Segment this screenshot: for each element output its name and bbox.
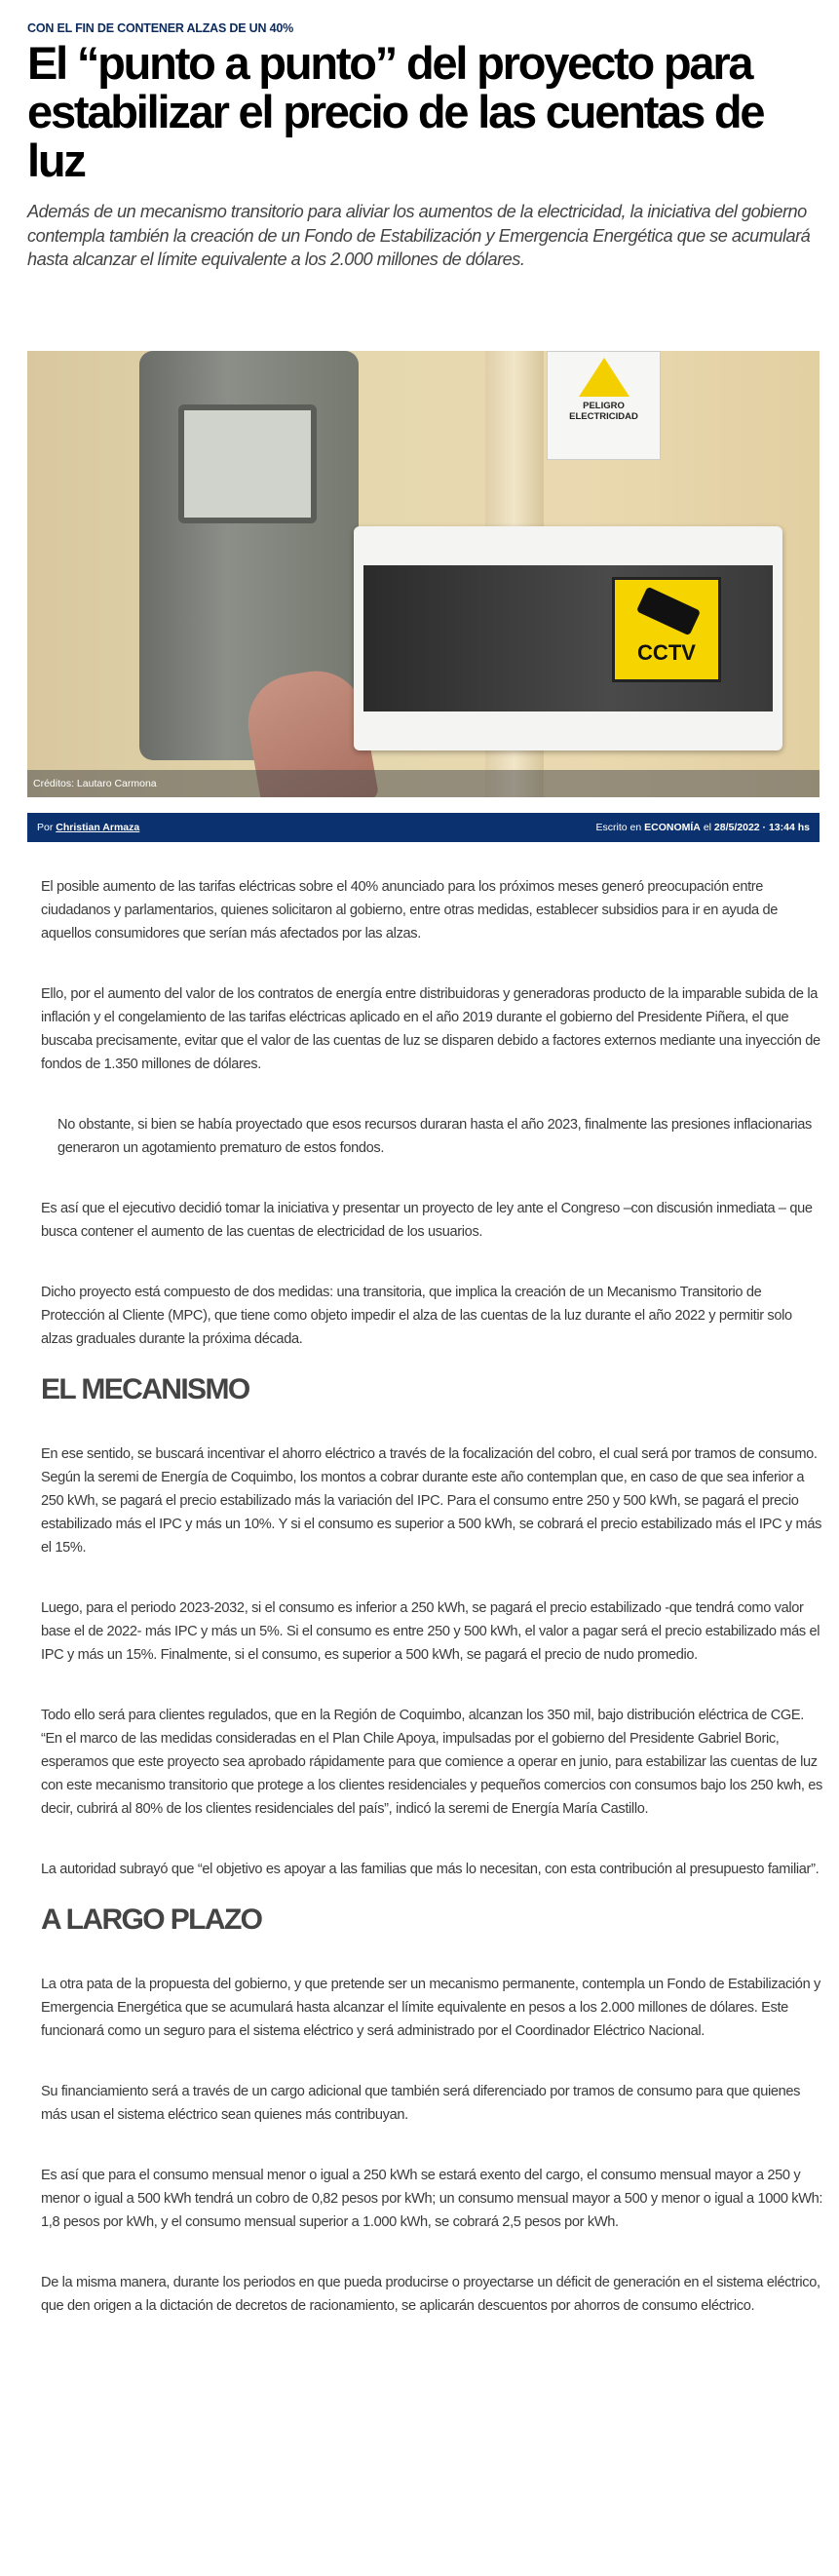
written-in-label: Escrito en — [595, 822, 642, 833]
paragraph: No obstante, si bien se había proyectado que esos recursos duraran hasta el año 2023, finalmente las presiones inflacionarias generaron un agotamiento prematuro de estos fondos. — [57, 1117, 813, 1156]
photo-caption: Créditos: Lautaro Carmona — [27, 770, 820, 797]
byline-bar — [27, 813, 820, 842]
paragraph: “En el marco de las medidas consideradas en el Plan Chile Apoya, impulsadas por el gobierno del Presidente Gabriel Boric, esperamos que este proyecto sea aprobado rápidamente para que comience a operar en junio, para estabilizar las cuentas de luz con este mecanismo transitorio que protege a los clientes residenciales y pequeños comercios con consumos bajo los 250 kwh, es decir, cubrirá al 80% de los clientes residenciales del país”, indicó la seremi de Energía María Castillo. — [41, 1731, 822, 1817]
meter-window — [178, 404, 317, 523]
paragraph: Luego, para el periodo 2023-2032, si el consumo es inferior a 250 kWh, se pagará el precio estabilizado -que tendrá como valor base el de 2022- más IPC y más un 5%. Si el consumo es entre 250 y 500 kWh, el valor a pagar será el precio estabilizado más el IPC y más un 15%. Finalmente, si el consumo, es superior a 500 kWh, se pagará el precio de nudo promedio. — [41, 1600, 820, 1663]
paragraph: De la misma manera, durante los periodos en que pueda producirse o proyectarse un déficit de generación en el sistema eléctrico, que den origen a la dictación de decretos de racionamiento, se aplicarán descuentos por ahorros de consumo eléctrico. — [41, 2275, 820, 2314]
publish-date: 28/5/2022 · 13:44 hs — [713, 822, 810, 833]
paragraph: En ese sentido, se buscará incentivar el ahorro eléctrico a través de la focalización del cobro, el cual será por tramos de consumo. — [41, 1446, 818, 1462]
cctv-sign-text: CCTV — [637, 640, 696, 665]
byline-author — [37, 813, 139, 842]
warning-sign-text: PELIGRO ELECTRICIDAD — [569, 401, 638, 422]
article-body — [41, 875, 825, 2355]
article-title: El “punto a punto” del proyecto para estabilizar el precio de las cuentas de luz — [27, 37, 764, 186]
paragraph: Según la seremi de Energía de Coquimbo, los montos a cobrar durante este año contemplan que, en caso de que sea inferior a 250 kWh, se pagará el precio estabilizado más la variación del IPC. Para el consumo entre 250 y 500 kWh, se pagará el precio estabilizado más el IPC y más un 10%. Y si el consumo es superior a 500 kWh, se cobrará el precio estabilizado más el IPC y más el 15%. — [41, 1470, 822, 1556]
byline-meta — [596, 813, 810, 842]
warning-triangle-icon — [579, 358, 629, 397]
date-prefix: el — [703, 822, 711, 833]
paragraph: Dicho proyecto está compuesto de dos medidas: una transitoria, que implica la creación de un Mecanismo Transitorio de Protección al Cliente (MPC), que tiene como objeto impedir el alza de las cuentas de la luz durante el año 2022 y permitir solo alzas graduales durante la próxima década. — [41, 1285, 792, 1347]
article-subtitle: Además de un mecanismo transitorio para aliviar los aumentos de la electricidad, la iniciativa del gobierno contempla también la creación de un Fondo de Estabilización y Emergencia Energética que se acumulará hasta alcanzar el límite equivalente a los 2.000 millones de dólares. — [27, 202, 811, 269]
article-kicker: CON EL FIN DE CONTENER ALZAS DE UN 40% — [27, 21, 293, 35]
paragraph: Su financiamiento será a través de un cargo adicional que también será diferenciado por tramos de consumo para que quienes más usan el sistema eléctrico sean quienes más contribuyan. — [41, 2084, 801, 2123]
section-heading-mecanismo: EL MECANISMO — [41, 1373, 249, 1405]
paragraph: Es así que para el consumo mensual menor o igual a 250 kWh se estará exento del cargo, el consumo mensual mayor a 250 y menor o igual a 500 kWh tendrá un cobro de 0,82 pesos por kWh; un consumo mensual mayor a 500 y menor o igual a 1000 kWh: 1,8 pesos por kWh, y el consumo mensual superior a 1.000 kWh, se cobrará 2,5 pesos por kWh. — [41, 2168, 823, 2230]
paragraph: Ello, por el aumento del valor de los contratos de energía entre distribuidoras y generadoras producto de la imparable subida de la inflación y el congelamiento de las tarifas eléctricas aplicado en el año 2019 durante el gobierno del Presidente Piñera, el que buscaba precisamente, evitar que el valor de las cuentas de luz se disparen debido a factores externos mediante una inyección de fondos de 1.350 millones de dólares. — [41, 986, 820, 1072]
camera-icon — [636, 587, 701, 636]
byline-prefix: Por — [37, 822, 54, 833]
author-link[interactable]: Christian Armaza — [56, 822, 140, 833]
paragraph: Es así que el ejecutivo decidió tomar la iniciativa y presentar un proyecto de ley ante el Congreso –con discusión inmediata – que busca contener el aumento de las cuentas de electricidad de los usuarios. — [41, 1201, 813, 1240]
paragraph: El posible aumento de las tarifas eléctricas sobre el 40% anunciado para los próximos meses generó preocupación entre ciudadanos y parlamentarios, quienes solicitaron al gobierno, entre otras medidas, establecer subsidios para ir en ayuda de aquellos consumidores que serían más afectados por las alzas. — [41, 879, 779, 942]
section-heading-largo-plazo: A LARGO PLAZO — [41, 1903, 262, 1936]
paragraph: La otra pata de la propuesta del gobierno, y que pretende ser un mecanismo permanente, contempla un Fondo de Estabilización y Emergencia Energética que se acumulará hasta alcanzar el límite equivalente en pesos a los 2.000 millones de dólares. Este funcionará como un seguro para el sistema eléctrico y será administrado por el Coordinador Eléctrico Nacional. — [41, 1977, 820, 2039]
paragraph: La autoridad subrayó que “el objetivo es apoyar a las familias que más lo necesitan, con esta contribución al presupuesto familiar”. — [41, 1862, 820, 1877]
paragraph: Todo ello será para clientes regulados, que en la Región de Coquimbo, alcanzan los 350 mil, bajo distribución eléctrica de CGE. — [41, 1708, 805, 1723]
warning-sign — [547, 351, 661, 460]
section-link[interactable]: ECONOMÍA — [644, 822, 701, 833]
cctv-sign — [612, 577, 721, 682]
article-photo — [27, 351, 820, 797]
